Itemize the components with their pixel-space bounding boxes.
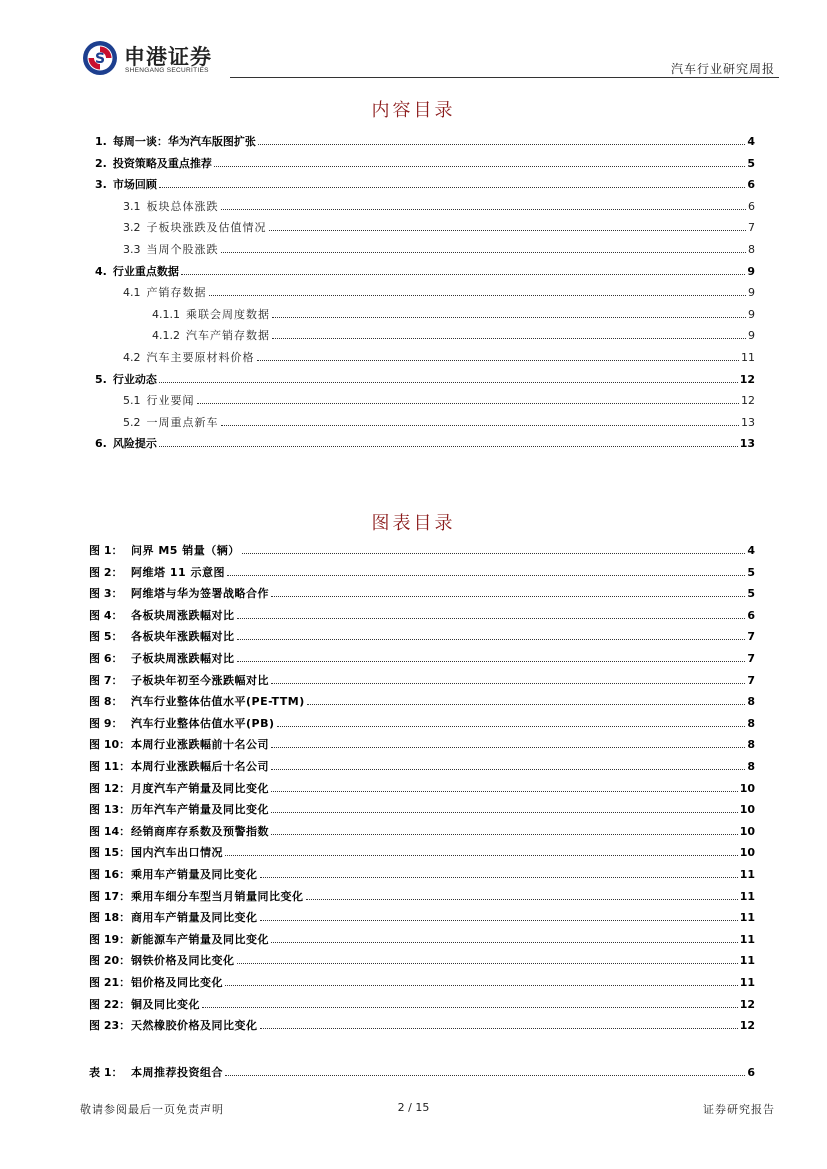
- figure-entry[interactable]: [89, 908, 755, 924]
- entry-page: 10: [739, 824, 755, 838]
- entry-number: 图 18：: [89, 911, 131, 925]
- entry-page: 4: [747, 135, 755, 148]
- toc-entry[interactable]: [152, 326, 755, 342]
- figure-entry[interactable]: [89, 541, 755, 557]
- dot-leader: [159, 446, 738, 447]
- dot-leader: [271, 769, 745, 770]
- page-header: [0, 0, 827, 80]
- dot-leader: [257, 360, 740, 361]
- dot-leader: [237, 963, 738, 964]
- entry-label: 乘用车产销量及同比变化: [131, 868, 258, 881]
- dot-leader: [225, 1075, 745, 1076]
- dot-leader: [242, 553, 746, 554]
- dot-leader: [221, 425, 740, 426]
- entry-number: 5.2: [123, 415, 141, 429]
- entry-number: 图 10：: [89, 738, 131, 752]
- entry-page: 10: [739, 781, 755, 795]
- entry-number: 图 15：: [89, 846, 131, 860]
- toc-entry[interactable]: [95, 132, 755, 148]
- shengang-logo-icon: [82, 40, 118, 76]
- dot-leader: [271, 747, 745, 748]
- toc-entry[interactable]: [123, 413, 755, 429]
- entry-number: 6.: [95, 437, 107, 451]
- toc-entry[interactable]: [123, 218, 755, 234]
- entry-number: 3.: [95, 178, 107, 192]
- entry-number: 3.3: [123, 243, 141, 256]
- entry-number: 图 6：: [89, 652, 123, 665]
- dot-leader: [237, 618, 746, 619]
- entry-number: 表 1：: [89, 1066, 123, 1079]
- dot-leader: [269, 230, 747, 231]
- entry-label: 天然橡胶价格及同比变化: [131, 1019, 258, 1033]
- entry-page: 9: [748, 307, 755, 321]
- entry-page: 8: [747, 760, 755, 773]
- entry-number: 3.1: [123, 199, 141, 213]
- entry-number: 图 8：: [89, 695, 123, 709]
- toc-entry[interactable]: [95, 154, 755, 170]
- entry-label: 国内汽车出口情况: [131, 846, 223, 860]
- entry-number: 4.1.2: [152, 329, 180, 343]
- entry-number: 1.: [95, 135, 107, 148]
- entry-number: 4.2: [123, 351, 141, 364]
- entry-number: 2.: [95, 156, 107, 170]
- dot-leader: [181, 274, 746, 275]
- entry-number: 图 11：: [89, 760, 131, 773]
- toc-title: 内容目录: [371, 100, 456, 121]
- entry-page: 9: [748, 329, 755, 343]
- entry-label: 本周行业涨跌幅前十名公司: [131, 738, 269, 752]
- toc-entry[interactable]: [123, 197, 755, 213]
- figure-entry[interactable]: [89, 606, 755, 622]
- dot-leader: [277, 726, 746, 727]
- entry-number: 图 14：: [89, 824, 131, 838]
- dot-leader: [209, 295, 747, 296]
- disclaimer-note: 敬请参阅最后一页免责声明: [80, 1103, 224, 1116]
- dot-leader: [272, 317, 746, 318]
- entry-label: 汽车主要原材料价格: [146, 351, 255, 364]
- entry-page: 12: [739, 997, 755, 1011]
- entry-label: 风险提示: [112, 437, 157, 451]
- entry-page: 12: [741, 394, 755, 408]
- entry-page: 5: [747, 587, 755, 601]
- figure-entry[interactable]: [89, 627, 755, 643]
- figure-entry[interactable]: [89, 757, 755, 773]
- dot-leader: [221, 209, 747, 210]
- entry-page: 8: [747, 716, 755, 730]
- entry-number: 图 2：: [89, 565, 123, 579]
- entry-number: 4.: [95, 264, 107, 278]
- entry-label: 铝价格及同比变化: [131, 976, 223, 989]
- entry-page: 13: [741, 415, 755, 429]
- report-type: 汽车行业研究周报: [670, 62, 775, 76]
- entry-page: 8: [748, 243, 755, 256]
- figure-entry[interactable]: [89, 930, 755, 946]
- entry-number: 图 19：: [89, 932, 131, 946]
- entry-label: 阿维塔 11 示意图: [131, 565, 225, 579]
- dot-leader: [214, 166, 746, 167]
- figure-entry[interactable]: [89, 887, 755, 903]
- entry-label: 问界 M5 销量（辆）: [131, 544, 240, 557]
- dot-leader: [260, 1028, 738, 1029]
- entry-label: 子板块周涨跌幅对比: [131, 652, 235, 665]
- entry-page: 11: [741, 351, 755, 364]
- dot-leader: [237, 661, 746, 662]
- entry-page: 8: [747, 738, 755, 752]
- entry-label: 汽车行业整体估值水平(PE-TTM): [131, 695, 305, 709]
- dot-leader: [260, 920, 738, 921]
- entry-label: 汽车产销存数据: [186, 329, 270, 343]
- dot-leader: [221, 252, 747, 253]
- company-logo: [82, 40, 232, 78]
- toc-entry[interactable]: [123, 348, 755, 364]
- entry-page: 6: [747, 1066, 755, 1079]
- logo-subtitle: SHENGANG SECURITIES: [125, 67, 209, 74]
- entry-number: 4.1.1: [152, 307, 180, 321]
- entry-number: 图 16：: [89, 868, 131, 881]
- entry-label: 各板块周涨跌幅对比: [131, 608, 235, 622]
- dot-leader: [197, 403, 740, 404]
- entry-page: 11: [739, 932, 755, 946]
- entry-number: 图 12：: [89, 781, 131, 795]
- figure-entry[interactable]: [89, 822, 755, 838]
- dot-leader: [260, 877, 738, 878]
- entry-label: 经销商库存系数及预警指数: [131, 824, 269, 838]
- entry-page: 7: [747, 630, 755, 644]
- logo-text: 申港证券: [124, 45, 212, 69]
- entry-number: 图 7：: [89, 673, 123, 687]
- entry-page: 5: [747, 156, 755, 170]
- entry-page: 5: [747, 565, 755, 579]
- figure-entry[interactable]: [89, 995, 755, 1011]
- entry-label: 子板块年初至今涨跌幅对比: [131, 673, 269, 687]
- entry-number: 图 17：: [89, 889, 131, 903]
- entry-label: 行业动态: [112, 372, 157, 386]
- toc-entry[interactable]: [123, 391, 755, 407]
- entry-page: 8: [747, 695, 755, 709]
- toc-entry[interactable]: [123, 283, 755, 299]
- entry-number: 4.1: [123, 286, 141, 300]
- toc-entry[interactable]: [95, 370, 755, 386]
- entry-label: 汽车行业整体估值水平(PB): [131, 716, 275, 730]
- entry-number: 图 1：: [89, 544, 123, 557]
- entry-label: 商用车产销量及同比变化: [131, 911, 258, 925]
- dot-leader: [271, 942, 738, 943]
- entry-label: 月度汽车产销量及同比变化: [131, 781, 269, 795]
- dot-leader: [271, 683, 745, 684]
- entry-page: 9: [747, 264, 755, 278]
- figure-entry[interactable]: [89, 563, 755, 579]
- svg-text:S: S: [94, 51, 106, 67]
- entry-label: 本周行业涨跌幅后十名公司: [131, 760, 269, 773]
- entry-label: 投资策略及重点推荐: [112, 156, 212, 170]
- dot-leader: [227, 575, 745, 576]
- entry-label: 历年汽车产销量及同比变化: [131, 803, 269, 817]
- entry-page: 7: [748, 221, 755, 235]
- figure-entry[interactable]: [89, 714, 755, 730]
- dot-leader: [225, 985, 738, 986]
- entry-page: 9: [748, 286, 755, 300]
- dot-leader: [307, 704, 746, 705]
- figure-entry[interactable]: [89, 843, 755, 859]
- entry-label: 行业要闻: [146, 394, 195, 408]
- entry-number: 图 13：: [89, 803, 131, 817]
- entry-label: 各板块年涨跌幅对比: [131, 630, 235, 644]
- entry-label: 行业重点数据: [112, 264, 179, 278]
- entry-page: 10: [739, 803, 755, 817]
- entry-number: 图 9：: [89, 716, 123, 730]
- entry-page: 4: [747, 544, 755, 557]
- entry-page: 10: [739, 846, 755, 860]
- figure-entry[interactable]: [89, 649, 755, 665]
- dot-leader: [271, 812, 738, 813]
- entry-number: 图 20：: [89, 954, 131, 968]
- dot-leader: [159, 382, 738, 383]
- page-footer: [0, 1101, 827, 1121]
- entry-label: 产销存数据: [146, 286, 207, 300]
- dot-leader: [258, 144, 746, 145]
- entry-label: 新能源车产销量及同比变化: [131, 932, 269, 946]
- entry-label: 板块总体涨跌: [146, 199, 219, 213]
- entry-page: 11: [739, 911, 755, 925]
- entry-label: 一周重点新车: [146, 415, 219, 429]
- entry-label: 钢铁价格及同比变化: [131, 954, 235, 968]
- entry-label: 铜及同比变化: [131, 997, 200, 1011]
- entry-page: 7: [747, 673, 755, 687]
- entry-number: 图 22：: [89, 997, 131, 1011]
- figure-entry[interactable]: [89, 951, 755, 967]
- entry-label: 乘联会周度数据: [186, 307, 270, 321]
- figure-entry[interactable]: [89, 779, 755, 795]
- toc-entry[interactable]: [123, 240, 755, 256]
- entry-number: 图 5：: [89, 630, 123, 644]
- entry-page: 11: [739, 954, 755, 968]
- dot-leader: [272, 338, 746, 339]
- entry-label: 当周个股涨跌: [146, 243, 219, 256]
- entry-page: 6: [747, 178, 755, 192]
- entry-number: 图 23：: [89, 1019, 131, 1033]
- figures-title: 图表目录: [371, 513, 456, 534]
- dot-leader: [271, 596, 745, 597]
- entry-label: 本周推荐投资组合: [131, 1066, 223, 1079]
- table-entry[interactable]: [89, 1063, 755, 1079]
- entry-number: 5.: [95, 372, 107, 386]
- entry-page: 7: [747, 652, 755, 665]
- entry-number: 图 21：: [89, 976, 131, 989]
- entry-label: 阿维塔与华为签署战略合作: [131, 587, 269, 601]
- dot-leader: [237, 639, 746, 640]
- toc-entry[interactable]: [95, 434, 755, 450]
- dot-leader: [202, 1007, 738, 1008]
- entry-label: 乘用车细分车型当月销量同比变化: [131, 889, 304, 903]
- figure-entry[interactable]: [89, 692, 755, 708]
- entry-page: 6: [747, 608, 755, 622]
- figure-entry[interactable]: [89, 973, 755, 989]
- entry-number: 5.1: [123, 394, 141, 408]
- figure-entry[interactable]: [89, 584, 755, 600]
- entry-number: 图 3：: [89, 587, 123, 601]
- toc-entry[interactable]: [95, 175, 755, 191]
- dot-leader: [306, 899, 738, 900]
- figure-entry[interactable]: [89, 735, 755, 751]
- toc-entry[interactable]: [152, 305, 755, 321]
- entry-number: 3.2: [123, 221, 141, 235]
- entry-label: 子板块涨跌及估值情况: [146, 221, 267, 235]
- entry-page: 6: [748, 199, 755, 213]
- toc-entry[interactable]: [95, 262, 755, 278]
- entry-page: 11: [739, 976, 755, 989]
- figure-entry[interactable]: [89, 800, 755, 816]
- header-divider: [230, 77, 779, 78]
- entry-page: 11: [739, 889, 755, 903]
- dot-leader: [225, 855, 738, 856]
- entry-page: 11: [739, 868, 755, 881]
- entry-page: 12: [739, 1019, 755, 1033]
- figure-entry[interactable]: [89, 1016, 755, 1032]
- dot-leader: [159, 187, 746, 188]
- entry-label: 每周一谈：华为汽车版图扩张: [112, 135, 256, 148]
- entry-label: 市场回顾: [112, 178, 157, 192]
- dot-leader: [271, 791, 738, 792]
- entry-number: 图 4：: [89, 608, 123, 622]
- page-number: 2 / 15: [397, 1101, 430, 1114]
- report-label: 证券研究报告: [703, 1103, 775, 1116]
- figure-entry[interactable]: [89, 671, 755, 687]
- entry-page: 13: [739, 437, 755, 451]
- dot-leader: [271, 834, 738, 835]
- entry-page: 12: [739, 372, 755, 386]
- figure-entry[interactable]: [89, 865, 755, 881]
